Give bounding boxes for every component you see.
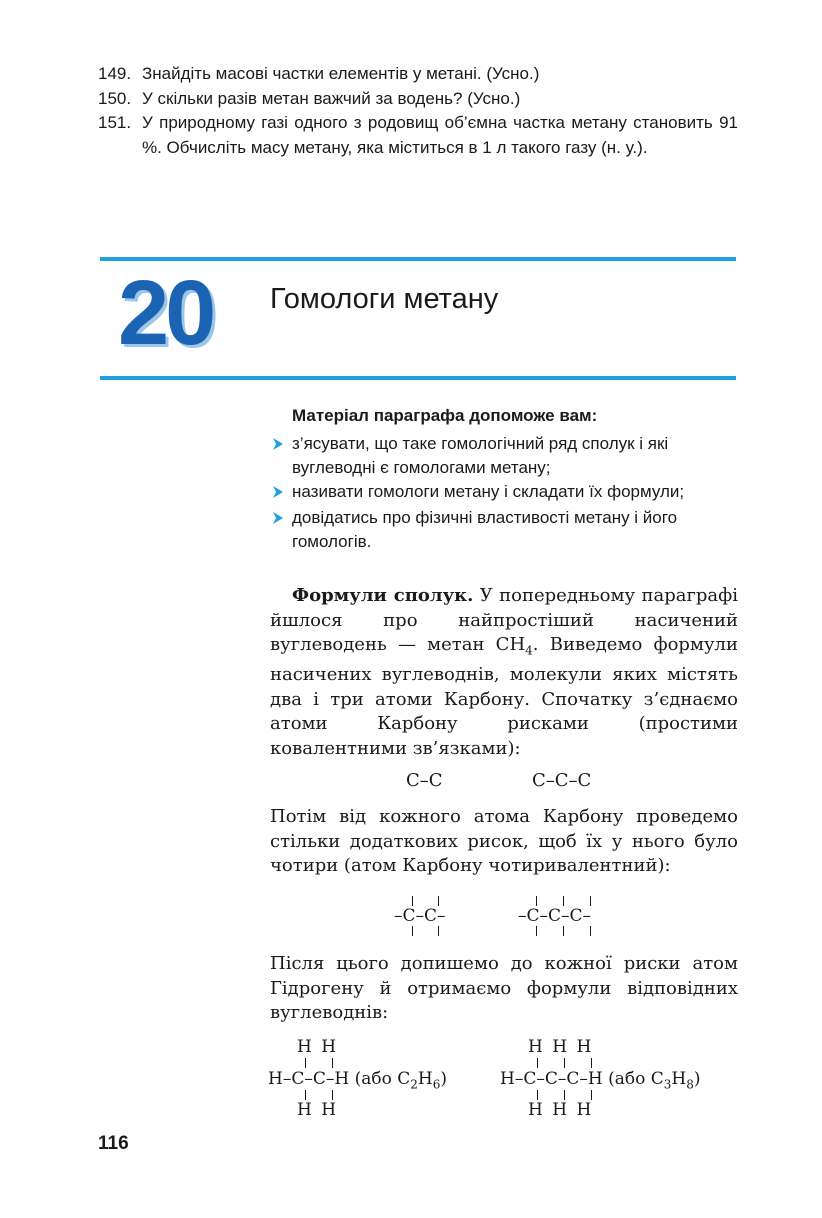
- exercise-150: [98, 87, 738, 112]
- paragraph-hydrogens: Після цього допишемо до кожної риски атом Гідрогену й отримаємо формули відповідних вуглеводнів:: [270, 953, 738, 1023]
- bottom-hydrogens: H H: [297, 1100, 337, 1120]
- skeleton-text: –C–C–: [394, 906, 446, 926]
- ethane-structure: [268, 1038, 488, 1122]
- chapter-top-rule: [100, 257, 736, 261]
- chevron-right-icon: [272, 506, 292, 554]
- chain-three-carbon: C–C–C: [532, 770, 592, 791]
- subscript: 4: [525, 643, 533, 658]
- bottom-hydrogens: H H H: [528, 1100, 592, 1120]
- goal-item: [272, 506, 738, 554]
- top-hydrogens: H H: [297, 1037, 337, 1057]
- exercise-number: 150.: [98, 88, 132, 108]
- learning-goals: [272, 404, 738, 554]
- molecular-formula: (або $C_2H_6$): [354, 1069, 447, 1092]
- section-heading: Формули сполук.: [292, 585, 474, 606]
- chapter-title: Гомологи метану: [270, 283, 499, 315]
- exercise-text: У природному газі одного з родовищ об’ємна частка метану становить 91 %. Обчисліть масу метану, яка міститься в 1 л такого газу (н. у.).: [142, 113, 738, 157]
- exercise-number: 151.: [98, 113, 132, 132]
- exercise-text: У скільки разів метан важчий за водень? (Усно.): [142, 88, 521, 108]
- main-chain: H–C–C–C–H (або $C_3H_8$): [500, 1069, 701, 1092]
- chevron-right-icon: [272, 480, 292, 506]
- skeleton-text: –C–C–C–: [518, 906, 592, 926]
- goal-item: [272, 432, 738, 480]
- paragraph-text: У попередньому параграфі йшлося про найпростіший насичений вуглеводень — метан CH: [270, 585, 738, 655]
- chapter-bottom-rule: [100, 376, 736, 380]
- goal-text: довідатись про фізичні властивості метану і його гомологів.: [292, 508, 678, 551]
- paragraph-valence: Потім від кожного атома Карбону проведемо стільки додаткових рисок, щоб їх у нього було чотири (атом Карбону чотиривалентний):: [270, 806, 738, 876]
- exercise-149: [98, 62, 738, 87]
- exercise-151: [98, 111, 738, 160]
- exercise-list: [98, 62, 738, 160]
- paragraph-text: . Виведемо формули насичених вуглеводнів, молекули яких містять два і три атоми Карбону. Спочатку з’єднаємо атоми Карбону рисками (простими ковалентними зв’язками):: [270, 634, 738, 759]
- top-hydrogens: H H H: [528, 1037, 592, 1057]
- goal-item: [272, 480, 738, 506]
- goals-heading: Матеріал параграфа допоможе вам:: [292, 406, 598, 425]
- exercise-text: Знайдіть масові частки елементів у метані. (Усно.): [142, 64, 540, 83]
- goal-text: з’ясувати, що таке гомологічний ряд сполук і які вуглеводні є гомологами метану;: [292, 434, 669, 477]
- paragraph-formulas: [270, 584, 738, 761]
- chevron-right-icon: [272, 432, 292, 480]
- propane-structure: [500, 1038, 740, 1122]
- page-number: 116: [98, 1133, 129, 1154]
- molecular-formula: (або $C_3H_8$): [608, 1069, 701, 1092]
- exercise-number: 149.: [98, 64, 132, 83]
- main-chain: H–C–C–H (або $C_2H_6$): [268, 1069, 447, 1092]
- chapter-number: 20: [118, 262, 213, 364]
- chain-two-carbon: C–C: [406, 770, 443, 791]
- goal-text: називати гомологи метану і складати їх формули;: [292, 482, 685, 501]
